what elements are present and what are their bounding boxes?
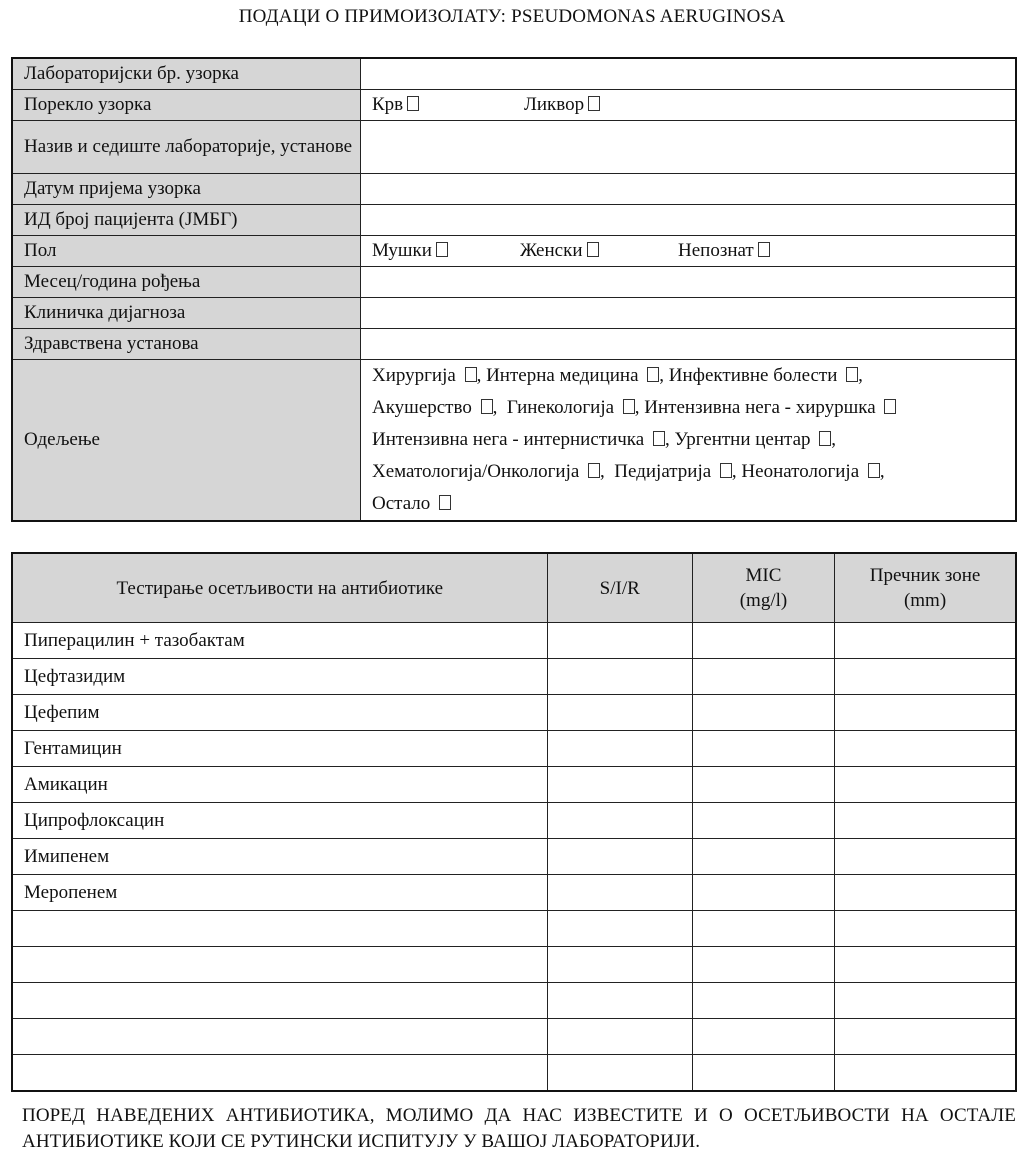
checkbox-icon[interactable] xyxy=(884,399,896,414)
antibiotic-name: Цефепим xyxy=(12,695,547,731)
dept-option-neonatology[interactable]: Неонатологија , xyxy=(741,461,885,482)
zone-cell[interactable] xyxy=(835,695,1016,731)
checkbox-icon[interactable] xyxy=(720,463,732,478)
checkbox-icon[interactable] xyxy=(647,367,659,382)
dept-option-hematology[interactable]: Хематологија/Онкологија , xyxy=(372,461,605,482)
table-row xyxy=(12,767,1016,803)
table-row xyxy=(12,911,1016,947)
dept-option-obstetrics[interactable]: Акушерство , xyxy=(372,397,498,418)
zone-cell[interactable] xyxy=(835,875,1016,911)
label-birth: Месец/година рођења xyxy=(12,267,361,298)
header-sir: S/I/R xyxy=(547,553,692,623)
dept-option-gynecology[interactable]: Гинекологија , xyxy=(506,397,640,418)
sir-cell[interactable] xyxy=(547,1055,692,1092)
checkbox-icon[interactable] xyxy=(588,463,600,478)
mic-cell[interactable] xyxy=(692,731,834,767)
zone-cell[interactable] xyxy=(835,659,1016,695)
checkbox-icon[interactable] xyxy=(758,242,770,257)
zone-cell[interactable] xyxy=(835,767,1016,803)
mic-cell[interactable] xyxy=(692,1019,834,1055)
mic-cell[interactable] xyxy=(692,1055,834,1092)
origin-option-blood[interactable]: Крв xyxy=(372,95,524,115)
field-diagnosis[interactable] xyxy=(361,298,1017,329)
table-row xyxy=(12,839,1016,875)
zone-cell[interactable] xyxy=(835,947,1016,983)
mic-cell[interactable] xyxy=(692,767,834,803)
field-sex xyxy=(361,236,1017,267)
field-specimen-origin xyxy=(361,90,1017,121)
sir-cell[interactable] xyxy=(547,623,692,659)
table-row xyxy=(12,659,1016,695)
dept-option-emergency[interactable]: Ургентни центар , xyxy=(674,429,837,450)
antibiotic-name: Пиперацилин + тазобактам xyxy=(12,623,547,659)
header-antibiotic: Тестирање осетљивости на антибиотике xyxy=(12,553,547,623)
field-lab-number[interactable] xyxy=(361,58,1017,90)
label-diagnosis: Клиничка дијагноза xyxy=(12,298,361,329)
header-mic: MIC (mg/l) xyxy=(692,553,834,623)
antibiotic-name: Амикацин xyxy=(12,767,547,803)
sex-option-male[interactable]: Мушки xyxy=(372,241,520,261)
mic-cell[interactable] xyxy=(692,947,834,983)
sir-cell[interactable] xyxy=(547,767,692,803)
label-receipt-date: Датум пријема узорка xyxy=(12,174,361,205)
zone-cell[interactable] xyxy=(835,911,1016,947)
mic-cell[interactable] xyxy=(692,695,834,731)
mic-cell[interactable] xyxy=(692,803,834,839)
row-institution xyxy=(12,329,1016,360)
label-sex: Пол xyxy=(12,236,361,267)
field-lab-name[interactable] xyxy=(361,121,1017,174)
label-lab-name: Назив и седиште лабораторије, установе xyxy=(12,121,361,174)
table-row xyxy=(12,1019,1016,1055)
dept-option-internal[interactable]: Интерна медицина , xyxy=(486,365,665,386)
label-lab-number: Лабораторијски бр. узорка xyxy=(12,58,361,90)
row-receipt-date xyxy=(12,174,1016,205)
field-receipt-date[interactable] xyxy=(361,174,1017,205)
mic-cell[interactable] xyxy=(692,659,834,695)
department-line xyxy=(372,360,1015,392)
mic-cell[interactable] xyxy=(692,911,834,947)
table-row xyxy=(12,875,1016,911)
dept-option-icu-surgical[interactable]: Интензивна нега - хируршка xyxy=(644,397,896,418)
checkbox-icon[interactable] xyxy=(819,431,831,446)
sir-cell[interactable] xyxy=(547,803,692,839)
table-row xyxy=(12,623,1016,659)
dept-option-infectious[interactable]: Инфективне болести , xyxy=(668,365,863,386)
zone-cell[interactable] xyxy=(835,983,1016,1019)
sir-cell[interactable] xyxy=(547,911,692,947)
header-zone: Пречник зоне (mm) xyxy=(835,553,1016,623)
origin-option-csf[interactable]: Ликвор xyxy=(524,95,600,115)
sir-cell[interactable] xyxy=(547,659,692,695)
table-row xyxy=(12,1055,1016,1092)
sir-cell[interactable] xyxy=(547,947,692,983)
mic-cell[interactable] xyxy=(692,839,834,875)
table-row xyxy=(12,947,1016,983)
mic-cell[interactable] xyxy=(692,875,834,911)
sir-cell[interactable] xyxy=(547,1019,692,1055)
row-patient-id xyxy=(12,205,1016,236)
dept-option-surgery[interactable]: Хирургија , xyxy=(372,365,482,386)
field-birth[interactable] xyxy=(361,267,1017,298)
zone-cell[interactable] xyxy=(835,803,1016,839)
label-department: Одељење xyxy=(12,360,361,522)
checkbox-icon[interactable] xyxy=(653,431,665,446)
zone-cell[interactable] xyxy=(835,1055,1016,1092)
checkbox-icon[interactable] xyxy=(481,399,493,414)
zone-cell[interactable] xyxy=(835,1019,1016,1055)
antibiotic-name: Ципрофлоксацин xyxy=(12,803,547,839)
checkbox-icon[interactable] xyxy=(465,367,477,382)
checkbox-icon[interactable] xyxy=(623,399,635,414)
label-specimen-origin: Порекло узорка xyxy=(12,90,361,121)
sir-cell[interactable] xyxy=(547,983,692,1019)
field-patient-id[interactable] xyxy=(361,205,1017,236)
sir-cell[interactable] xyxy=(547,731,692,767)
checkbox-icon[interactable] xyxy=(407,96,419,111)
footer-note: ПОРЕД НАВЕДЕНИХ АНТИБИОТИКА, МОЛИМО ДА НАС ИЗВЕСТИТЕ И О ОСЕТЉИВОСТИ НА ОСТАЛЕ АНТИБИОТИКЕ КОЈИ СЕ РУТИНСКИ ИСПИТУЈУ У ВАШОЈ ЛАБОРАТОРИЈИ. xyxy=(22,1105,1016,1152)
row-department xyxy=(12,360,1016,522)
antibiotic-name: Имипенем xyxy=(12,839,547,875)
antibiotic-name xyxy=(12,911,547,947)
antibiotic-name xyxy=(12,1019,547,1055)
table-row xyxy=(12,731,1016,767)
department-line xyxy=(372,456,1015,488)
checkbox-icon[interactable] xyxy=(846,367,858,382)
field-institution[interactable] xyxy=(361,329,1017,360)
mic-cell[interactable] xyxy=(692,623,834,659)
dept-option-pediatrics[interactable]: Педијатрија , xyxy=(614,461,737,482)
label-institution: Здравствена установа xyxy=(12,329,361,360)
antibiotic-name: Цефтазидим xyxy=(12,659,547,695)
checkbox-icon[interactable] xyxy=(588,96,600,111)
sir-cell[interactable] xyxy=(547,839,692,875)
table-row xyxy=(12,983,1016,1019)
specimen-info-table xyxy=(11,57,1017,522)
row-specimen-origin xyxy=(12,90,1016,121)
department-line xyxy=(372,392,1015,424)
sir-cell[interactable] xyxy=(547,695,692,731)
antibiotic-name: Гентамицин xyxy=(12,731,547,767)
sex-option-female[interactable]: Женски xyxy=(520,241,678,261)
checkbox-icon[interactable] xyxy=(436,242,448,257)
mic-cell[interactable] xyxy=(692,983,834,1019)
antibiotic-name xyxy=(12,1055,547,1092)
checkbox-icon[interactable] xyxy=(868,463,880,478)
checkbox-icon[interactable] xyxy=(587,242,599,257)
zone-cell[interactable] xyxy=(835,623,1016,659)
dept-option-icu-internal[interactable]: Интензивна нега - интернистичка , xyxy=(372,429,670,450)
antibiotic-name xyxy=(12,983,547,1019)
antibiotic-name: Меропенем xyxy=(12,875,547,911)
sir-cell[interactable] xyxy=(547,875,692,911)
table-header-row xyxy=(12,553,1016,623)
antibiotic-name xyxy=(12,947,547,983)
zone-cell[interactable] xyxy=(835,731,1016,767)
antibiotic-susceptibility-table xyxy=(11,552,1017,1092)
row-lab-name xyxy=(12,121,1016,174)
row-birth xyxy=(12,267,1016,298)
label-patient-id: ИД број пацијента (ЈМБГ) xyxy=(12,205,361,236)
row-sex xyxy=(12,236,1016,267)
row-lab-number xyxy=(12,58,1016,90)
zone-cell[interactable] xyxy=(835,839,1016,875)
table-row xyxy=(12,803,1016,839)
dept-option-other[interactable]: Остало xyxy=(372,493,451,514)
sex-option-unknown[interactable]: Непознат xyxy=(678,241,770,261)
department-line xyxy=(372,488,1015,520)
row-diagnosis xyxy=(12,298,1016,329)
field-department xyxy=(361,360,1017,522)
checkbox-icon[interactable] xyxy=(439,495,451,510)
page-title: ПОДАЦИ О ПРИМОИЗОЛАТУ: PSEUDOMONAS AERUGINOSA xyxy=(238,6,786,27)
table-row xyxy=(12,695,1016,731)
department-line xyxy=(372,424,1015,456)
